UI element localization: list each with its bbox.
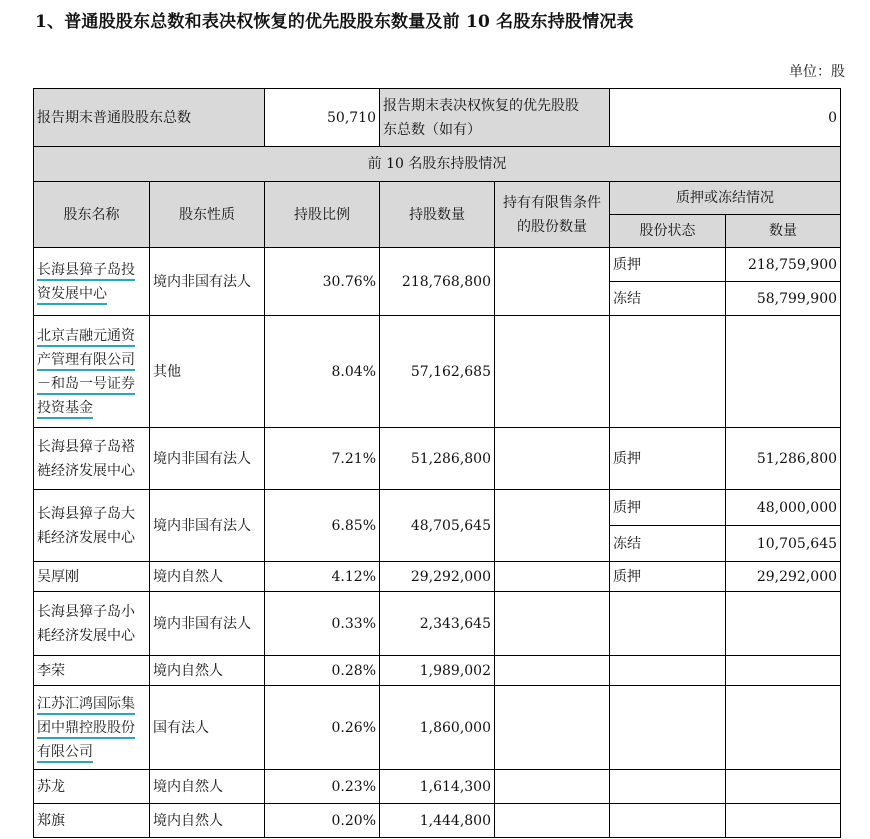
shareholder-ratio: 0.28%	[265, 656, 380, 686]
header-row-1	[34, 182, 841, 215]
table-row	[34, 770, 841, 804]
table-row	[34, 428, 841, 490]
shareholder-nature: 境内自然人	[150, 770, 265, 804]
shareholder-name[interactable]	[34, 316, 150, 428]
shareholder-name-line: 李荣	[37, 662, 65, 679]
shareholder-quantity: 1,860,000	[380, 686, 495, 770]
shareholder-quantity: 218,768,800	[380, 248, 495, 316]
pledge-count	[726, 770, 841, 804]
header-name: 股东名称	[34, 182, 150, 248]
shareholder-name-line: 耗经济发展中心	[37, 529, 135, 546]
unit-label: 单位：股	[789, 64, 845, 80]
shareholder-ratio: 0.33%	[265, 592, 380, 656]
shareholder-ratio: 4.12%	[265, 562, 380, 592]
table-row	[34, 656, 841, 686]
shareholder-name-line	[37, 324, 146, 348]
shareholder-ratio: 6.85%	[265, 490, 380, 562]
shareholder-nature: 国有法人	[150, 686, 265, 770]
shareholder-ratio: 0.23%	[265, 770, 380, 804]
shareholder-ratio: 7.21%	[265, 428, 380, 490]
pledge-count	[726, 656, 841, 686]
shareholder-name-line	[37, 348, 146, 372]
table-row	[34, 562, 841, 592]
table-row	[34, 316, 841, 428]
shareholder-link[interactable]: 北京吉融元通资	[37, 328, 135, 347]
page-title: 1、普通股股东总数和表决权恢复的优先股股东数量及前 10 名股东持股情况表	[35, 12, 634, 32]
table-row	[34, 686, 841, 770]
shareholder-name-line	[37, 282, 146, 306]
shareholder-quantity: 1,989,002	[380, 656, 495, 686]
shareholder-restricted	[495, 428, 610, 490]
shareholder-nature: 境内非国有法人	[150, 428, 265, 490]
table-row	[34, 248, 841, 282]
shareholder-nature: 境内非国有法人	[150, 248, 265, 316]
shareholder-restricted	[495, 248, 610, 316]
header-status: 股份状态	[610, 215, 726, 248]
shareholder-name	[34, 804, 150, 838]
shareholder-quantity: 51,286,800	[380, 428, 495, 490]
shareholder-nature: 境内非国有法人	[150, 592, 265, 656]
pledge-count	[726, 316, 841, 428]
shareholder-name-line	[37, 740, 146, 764]
pref-holders-value: 0	[610, 89, 841, 147]
table-row	[34, 804, 841, 838]
shareholder-name-line: 长海县獐子岛小	[37, 603, 135, 620]
shareholder-quantity: 57,162,685	[380, 316, 495, 428]
header-quantity: 持股数量	[380, 182, 495, 248]
pledge-status: 冻结	[610, 526, 726, 562]
shareholder-quantity: 2,343,645	[380, 592, 495, 656]
shareholder-name-line: 耗经济发展中心	[37, 627, 135, 644]
shareholder-name-line: 长海县獐子岛大	[37, 505, 135, 522]
pledge-count: 29,292,000	[726, 562, 841, 592]
shareholder-nature: 境内非国有法人	[150, 490, 265, 562]
pledge-status	[610, 316, 726, 428]
header-nature: 股东性质	[150, 182, 265, 248]
common-holders-label: 报告期末普通股股东总数	[34, 89, 265, 147]
section-title-row	[34, 147, 841, 182]
header-restricted-line1: 持有有限售条件	[503, 194, 601, 211]
shareholder-name	[34, 428, 150, 490]
shareholder-ratio: 0.20%	[265, 804, 380, 838]
shareholder-name-line: 长海县獐子岛褡	[37, 438, 135, 455]
shareholder-name-line	[37, 716, 146, 740]
shareholder-name[interactable]	[34, 686, 150, 770]
shareholder-restricted	[495, 592, 610, 656]
pref-holders-label-line2: 东总数（如有）	[383, 121, 481, 138]
shareholder-restricted	[495, 656, 610, 686]
shareholder-name[interactable]	[34, 248, 150, 316]
pref-holders-label-line1: 报告期末表决权恢复的优先股股	[383, 97, 579, 114]
shareholder-link[interactable]: －和岛一号证券	[37, 376, 135, 395]
pledge-count: 58,799,900	[726, 282, 841, 316]
pledge-count	[726, 804, 841, 838]
header-pledge: 质押或冻结情况	[610, 182, 841, 215]
pledge-status: 质押	[610, 490, 726, 526]
header-ratio: 持股比例	[265, 182, 380, 248]
pledge-count: 48,000,000	[726, 490, 841, 526]
pledge-count: 10,705,645	[726, 526, 841, 562]
shareholder-nature: 其他	[150, 316, 265, 428]
shareholder-nature: 境内自然人	[150, 656, 265, 686]
shareholder-restricted	[495, 686, 610, 770]
pledge-count: 51,286,800	[726, 428, 841, 490]
shareholder-name-line	[37, 692, 146, 716]
shareholder-ratio: 8.04%	[265, 316, 380, 428]
shareholder-quantity: 29,292,000	[380, 562, 495, 592]
shareholder-link[interactable]: 团中鼎控股股份	[37, 720, 135, 739]
shareholder-link[interactable]: 投资基金	[37, 400, 93, 419]
header-restricted-line2: 的股份数量	[517, 218, 587, 235]
shareholder-name-line: 吴厚刚	[37, 568, 79, 585]
pledge-status	[610, 592, 726, 656]
pledge-count: 218,759,900	[726, 248, 841, 282]
pledge-status	[610, 656, 726, 686]
shareholder-name	[34, 656, 150, 686]
shareholder-nature: 境内自然人	[150, 562, 265, 592]
shareholder-link[interactable]: 江苏汇鸿国际集	[37, 696, 135, 715]
table-row	[34, 490, 841, 526]
shareholder-table	[33, 88, 841, 838]
pledge-status	[610, 770, 726, 804]
shareholder-name-line: 裢经济发展中心	[37, 462, 135, 479]
pledge-status	[610, 804, 726, 838]
shareholder-name-line	[37, 258, 146, 282]
shareholder-quantity: 48,705,645	[380, 490, 495, 562]
summary-row	[34, 89, 841, 147]
header-restricted	[495, 182, 610, 248]
shareholder-link[interactable]: 资发展中心	[37, 286, 107, 305]
shareholder-quantity: 1,614,300	[380, 770, 495, 804]
pledge-count	[726, 686, 841, 770]
pref-holders-label	[380, 89, 610, 147]
shareholder-link[interactable]: 有限公司	[37, 744, 93, 763]
header-count: 数量	[726, 215, 841, 248]
pledge-status: 质押	[610, 562, 726, 592]
shareholder-ratio: 0.26%	[265, 686, 380, 770]
shareholder-name-line	[37, 372, 146, 396]
shareholder-nature: 境内自然人	[150, 804, 265, 838]
pledge-status: 质押	[610, 248, 726, 282]
table-row	[34, 592, 841, 656]
shareholder-name-line	[37, 396, 146, 420]
common-holders-value: 50,710	[265, 89, 380, 147]
shareholder-name	[34, 592, 150, 656]
shareholder-name	[34, 770, 150, 804]
shareholder-link[interactable]: 产管理有限公司	[37, 352, 135, 371]
shareholder-name-line: 苏龙	[37, 778, 65, 795]
pledge-status: 质押	[610, 428, 726, 490]
shareholder-restricted	[495, 562, 610, 592]
shareholder-restricted	[495, 770, 610, 804]
shareholder-restricted	[495, 804, 610, 838]
shareholder-restricted	[495, 316, 610, 428]
shareholder-quantity: 1,444,800	[380, 804, 495, 838]
shareholder-restricted	[495, 490, 610, 562]
shareholder-name	[34, 562, 150, 592]
shareholder-name-line: 郑旗	[37, 812, 65, 829]
section-title: 前 10 名股东持股情况	[34, 147, 841, 182]
shareholder-name	[34, 490, 150, 562]
pledge-status	[610, 686, 726, 770]
shareholder-ratio: 30.76%	[265, 248, 380, 316]
shareholder-link[interactable]: 长海县獐子岛投	[37, 262, 135, 281]
pledge-count	[726, 592, 841, 656]
pledge-status: 冻结	[610, 282, 726, 316]
